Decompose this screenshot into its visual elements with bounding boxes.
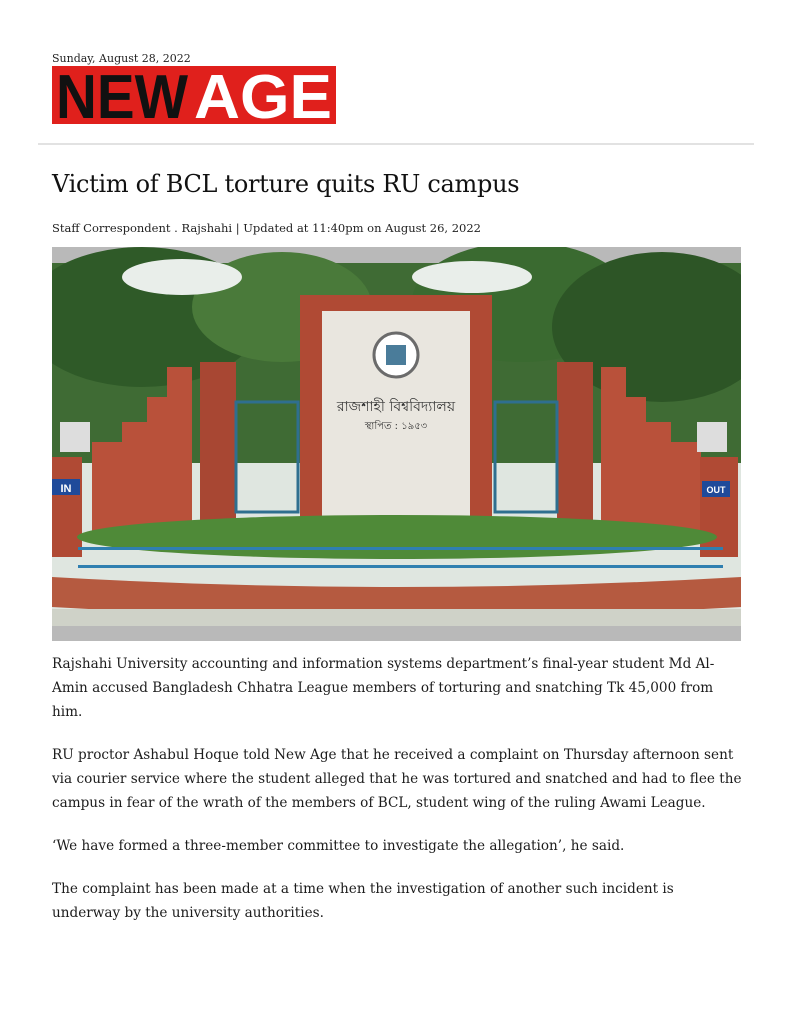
article-paragraph: The complaint has been made at a time when the investigation of another such incident is underway by the university authorities. [52,881,674,921]
article-body [52,652,744,944]
newage-logo-mark [52,66,336,124]
gate-sign-line1: রাজশাহী বিশ্ববিদ্যালয় [336,399,456,415]
campus-gate-illustration [52,247,741,641]
article-photo [52,247,741,641]
in-sign: IN [60,483,72,495]
logo-text-new: NEW [56,66,189,124]
article-headline: Victim of BCL torture quits RU campus [52,170,520,198]
header-divider [38,143,754,145]
edition-date: Sunday, August 28, 2022 [52,52,191,65]
newage-logo[interactable] [52,66,336,124]
gate-sign-line2: স্থাপিত : ১৯৫৩ [364,421,428,432]
logo-text-age: AGE [194,66,332,124]
article-paragraph: Rajshahi University accounting and information systems department’s final-year student Md Al-Amin accused Bangladesh Chhatra League members of torturing and snatching Tk 45,000 from him. [52,656,715,720]
article-paragraph: RU proctor Ashabul Hoque told New Age that he received a complaint on Thursday afternoon sent via courier service where the student alleged that he was tortured and snatched and had to flee the campus in fear of the wrath of the members of BCL, student wing of the ruling Awami League. [52,747,742,811]
article-paragraph: ‘We have formed a three-member committee to investigate the allegation’, he said. [52,838,625,854]
article-byline: Staff Correspondent . Rajshahi | Updated at 11:40pm on August 26, 2022 [52,221,482,235]
out-sign: OUT [706,485,726,495]
